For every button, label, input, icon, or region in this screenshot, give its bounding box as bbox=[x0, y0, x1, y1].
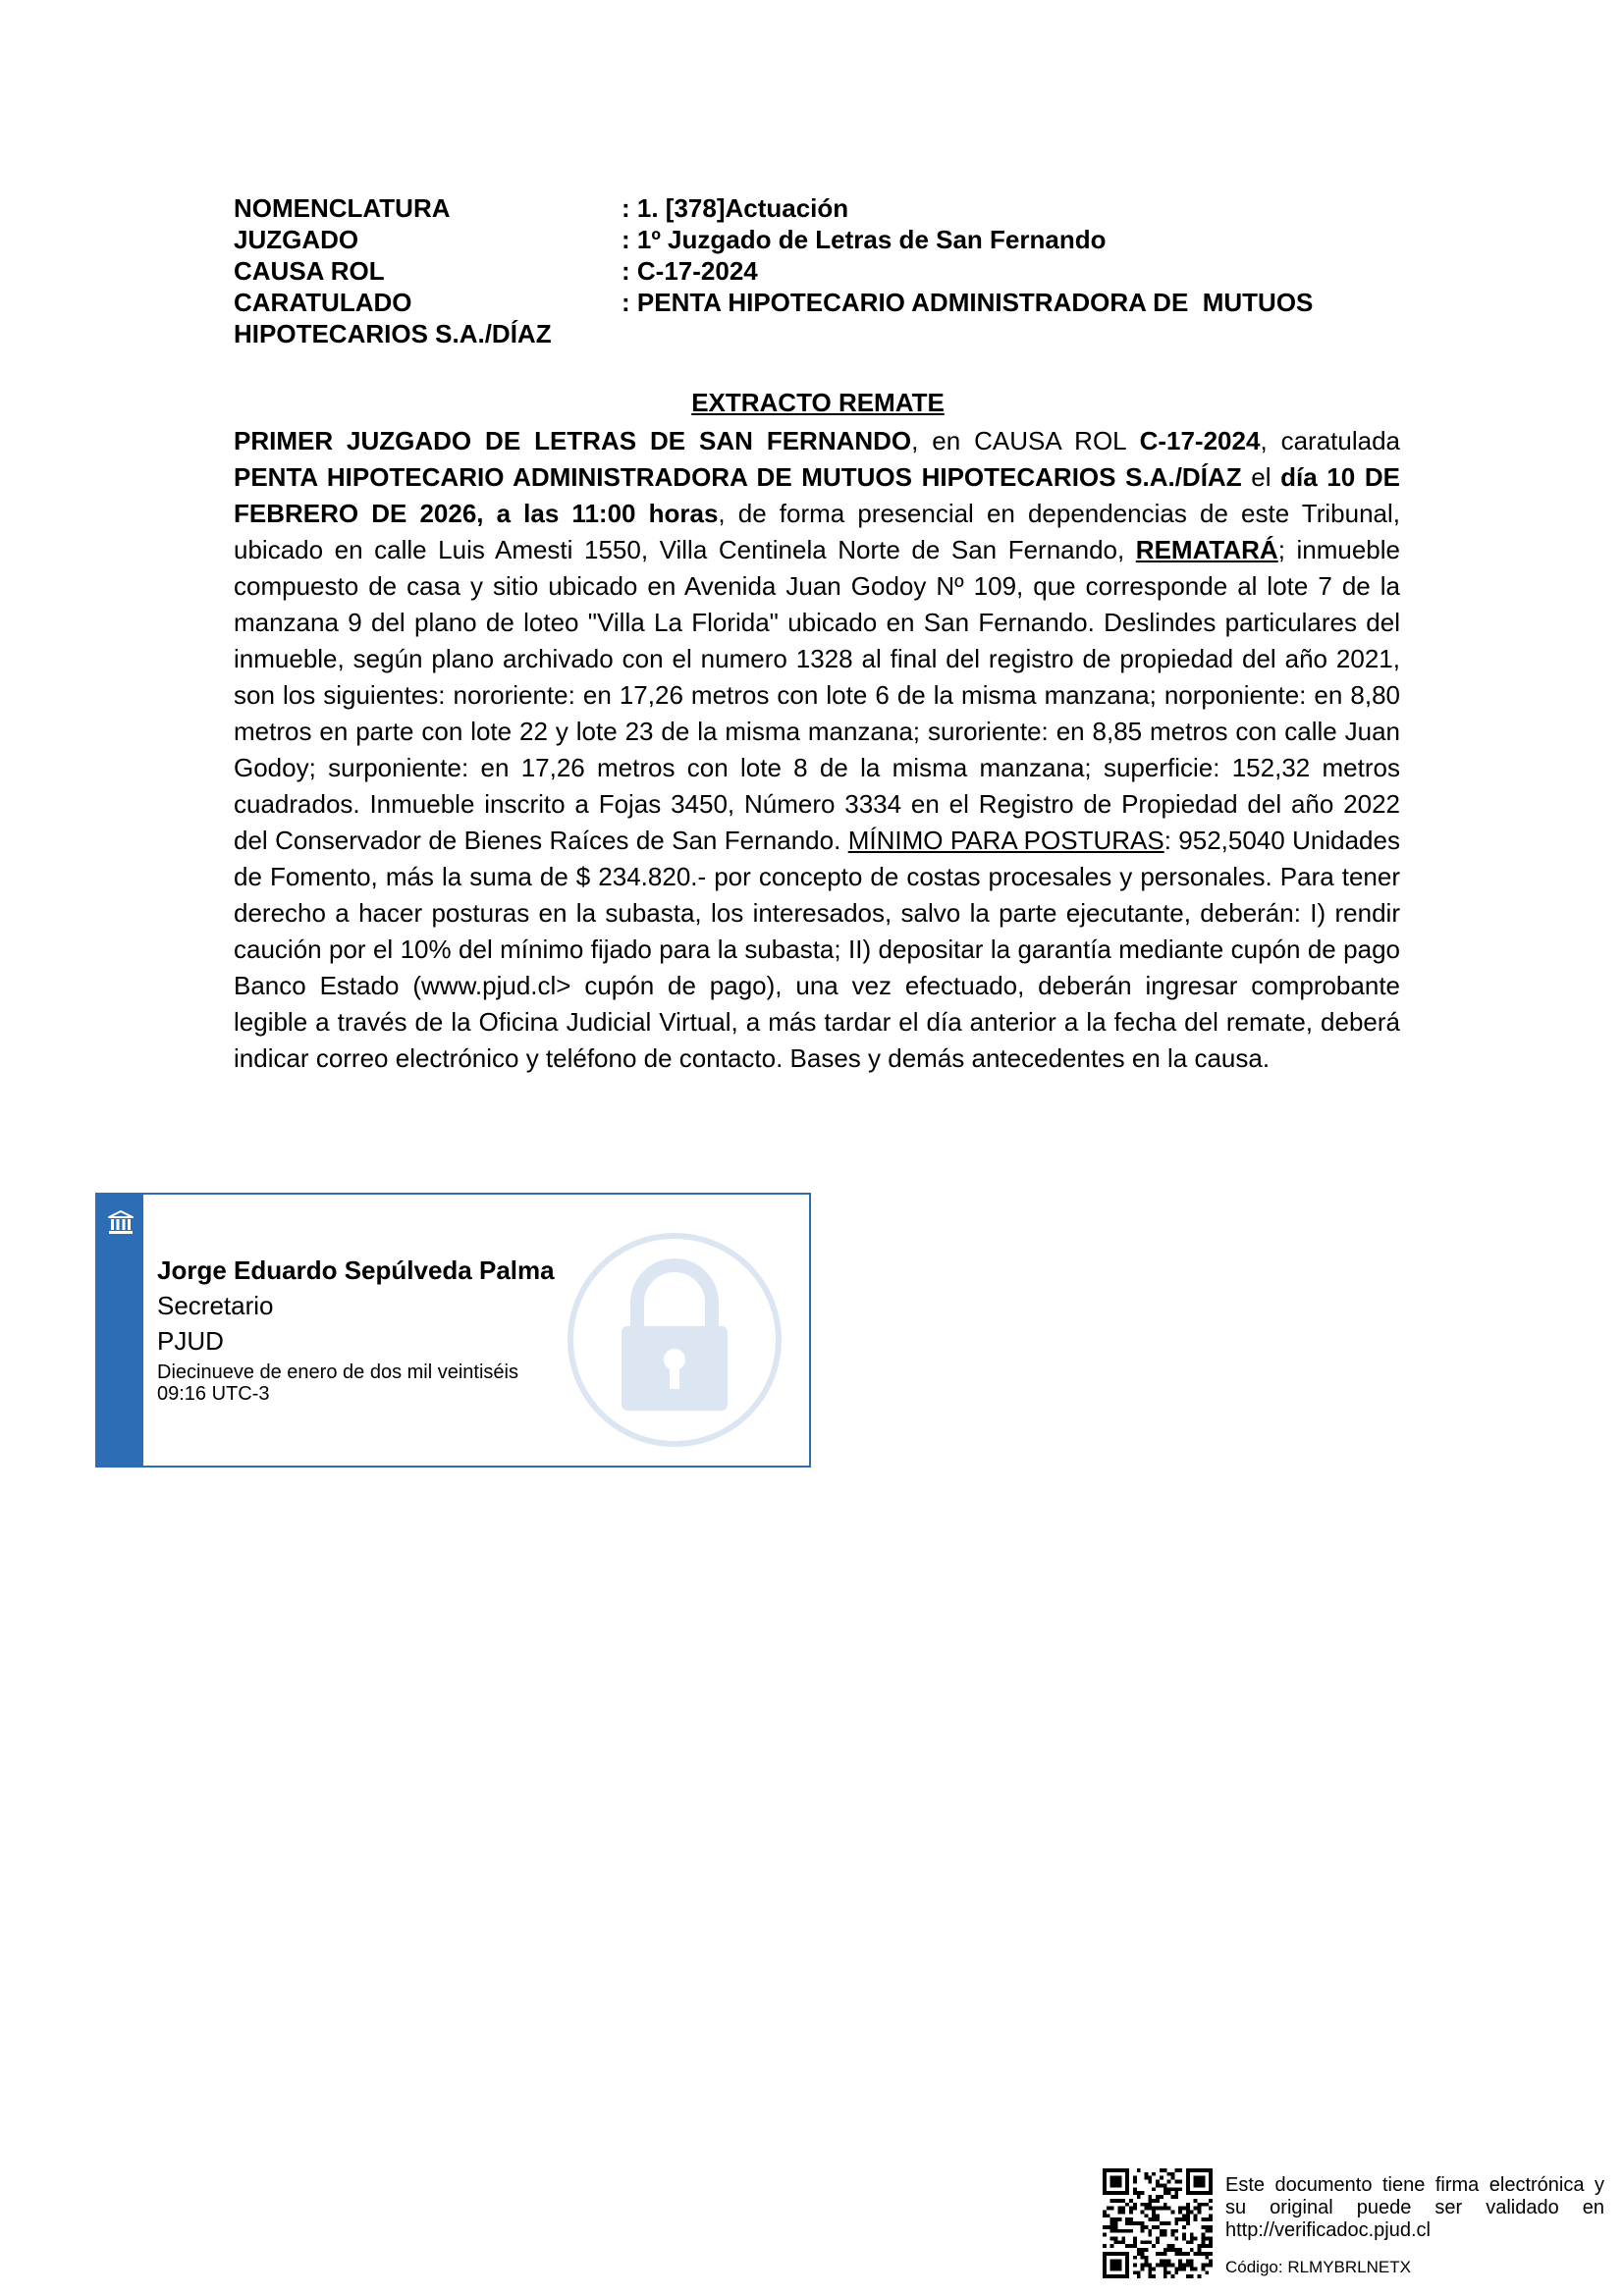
header-value: : 1. [378]Actuación bbox=[622, 193, 849, 223]
court-name: PRIMER JUZGADO DE LETRAS DE SAN FERNANDO bbox=[234, 426, 912, 455]
header-caratulado-continuation: HIPOTECARIOS S.A./DÍAZ bbox=[234, 319, 552, 348]
signer-name: Jorge Eduardo Sepúlveda Palma bbox=[157, 1255, 555, 1285]
lock-icon bbox=[567, 1232, 783, 1448]
header-label: JUZGADO bbox=[234, 225, 359, 254]
verification-code: Código: RLMYBRLNETX bbox=[1225, 2258, 1411, 2276]
signer-organization: PJUD bbox=[157, 1326, 224, 1356]
auction-date: día 10 DE FEBRERO DE 2026, a las 11:00 horas bbox=[234, 462, 1400, 528]
signature-accent-strip bbox=[97, 1195, 143, 1466]
electronic-signature-box bbox=[95, 1193, 811, 1468]
signature-date: Diecinueve de enero de dos mil veintiséis bbox=[157, 1362, 518, 1383]
document-title: EXTRACTO REMATE bbox=[691, 388, 945, 417]
signature-timestamp bbox=[157, 1362, 518, 1405]
signer-role: Secretario bbox=[157, 1291, 274, 1320]
case-number: C-17-2024 bbox=[1139, 426, 1261, 455]
case-title: PENTA HIPOTECARIO ADMINISTRADORA DE MUTUOS HIPOTECARIOS S.A./DÍAZ bbox=[234, 462, 1242, 492]
header-row-nomenclatura bbox=[234, 192, 1402, 224]
body-text-segment: , en CAUSA ROL bbox=[911, 426, 1140, 455]
header-row-juzgado bbox=[234, 224, 1402, 255]
header-label: NOMENCLATURA bbox=[234, 193, 451, 223]
header-value: : 1º Juzgado de Letras de San Fernando bbox=[622, 225, 1107, 254]
body-text-segment: , caratulada bbox=[1260, 426, 1400, 455]
header-row-caratulado bbox=[234, 287, 1402, 318]
body-text-segment: el bbox=[1241, 462, 1281, 492]
auction-extract-body bbox=[234, 423, 1400, 1077]
header-value: : C-17-2024 bbox=[622, 256, 758, 286]
minimum-bid-label: MÍNIMO PARA POSTURAS bbox=[847, 826, 1164, 855]
verification-text: Este documento tiene firma electrónica y su original puede ser validado en http://verificadoc.pjud.cl bbox=[1225, 2174, 1604, 2241]
courthouse-icon bbox=[107, 1208, 135, 1236]
header-label: CAUSA ROL bbox=[234, 256, 385, 286]
verification-qr-code bbox=[1103, 2168, 1213, 2278]
body-text-segment: , de forma presencial en dependencias de este Tribunal, ubicado en calle Luis Amesti 1550, Villa Centinela Norte de San Fernando, bbox=[234, 499, 1400, 564]
header-label: CARATULADO bbox=[234, 288, 412, 317]
rematara-keyword: REMATARÁ bbox=[1135, 535, 1278, 564]
signature-time: 09:16 UTC-3 bbox=[157, 1383, 270, 1405]
case-header bbox=[234, 192, 1402, 349]
property-description: ; inmueble compuesto de casa y sitio ubicado en Avenida Juan Godoy Nº 109, que corresponde al lote 7 de la manzana 9 del plano de loteo "Villa La Florida" ubicado en San Fernando. Deslindes particulares del inmueble, según plano archivado con el numero 1328 al final del registro de propiedad del año 2021, son los siguientes: nororiente: en 17,26 metros con lote 6 de la misma manzana; norponiente: en 8,80 metros en parte con lote 22 y lote 23 de la misma manzana; suroriente: en 8,85 metros con calle Juan Godoy; surponiente: en 17,26 metros con lote 8 de la misma manzana; superficie: 152,32 metros cuadrados. Inmueble inscrito a Fojas 3450, Número 3334 en el Registro de Propiedad del año 2022 del Conservador de Bienes Raíces de San Fernando. bbox=[234, 535, 1400, 855]
verification-notice bbox=[1225, 2174, 1604, 2278]
bidding-conditions: : 952,5040 Unidades de Fomento, más la suma de $ 234.820.- por concepto de costas procesales y personales. Para tener derecho a hacer posturas en la subasta, los interesados, salvo la parte ejecutante, deberán: I) rendir caución por el 10% del mínimo fijado para la subasta; II) depositar la garantía mediante cupón de pago Banco Estado (www.pjud.cl> cupón de pago), una vez efectuado, deberán ingresar comprobante legible a través de la Oficina Judicial Virtual, a más tardar el día anterior a la fecha del remate, deberá indicar correo electrónico y teléfono de contacto. Bases y demás antecedentes en la causa. bbox=[234, 826, 1400, 1073]
header-row-causa-rol bbox=[234, 255, 1402, 287]
header-value: : PENTA HIPOTECARIO ADMINISTRADORA DE MUTUOS bbox=[622, 288, 1314, 317]
